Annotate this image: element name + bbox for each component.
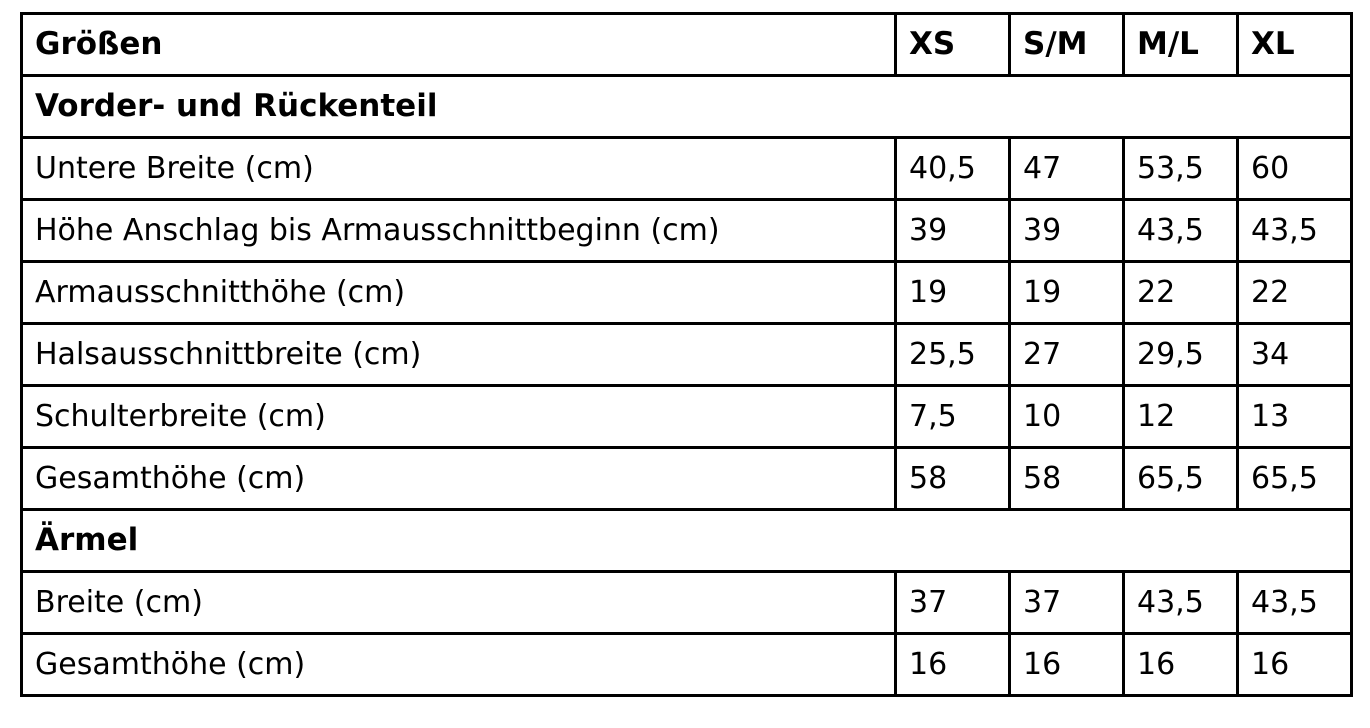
row-value-xl: 22	[1238, 262, 1352, 324]
table-row	[22, 448, 1352, 510]
row-value-xl: 43,5	[1238, 572, 1352, 634]
table-header-row	[22, 14, 1352, 76]
row-value-ml: 12	[1124, 386, 1238, 448]
row-value-xs: 7,5	[896, 386, 1010, 448]
row-value-xs: 40,5	[896, 138, 1010, 200]
row-value-xl: 60	[1238, 138, 1352, 200]
row-value-ml: 22	[1124, 262, 1238, 324]
row-value-sm: 27	[1010, 324, 1124, 386]
row-value-xs: 39	[896, 200, 1010, 262]
row-label: Untere Breite (cm)	[22, 138, 896, 200]
row-value-sm: 39	[1010, 200, 1124, 262]
row-value-ml: 29,5	[1124, 324, 1238, 386]
table-row	[22, 138, 1352, 200]
table-row	[22, 634, 1352, 696]
table-row	[22, 386, 1352, 448]
row-label: Gesamthöhe (cm)	[22, 634, 896, 696]
row-value-xs: 37	[896, 572, 1010, 634]
row-value-xs: 19	[896, 262, 1010, 324]
table-row	[22, 572, 1352, 634]
header-size-xs: XS	[896, 14, 1010, 76]
row-value-sm: 47	[1010, 138, 1124, 200]
header-size-ml: M/L	[1124, 14, 1238, 76]
table-row	[22, 200, 1352, 262]
row-value-ml: 53,5	[1124, 138, 1238, 200]
section-title-sleeve: Ärmel	[22, 510, 1352, 572]
row-label: Schulterbreite (cm)	[22, 386, 896, 448]
row-value-sm: 58	[1010, 448, 1124, 510]
row-label: Gesamthöhe (cm)	[22, 448, 896, 510]
row-value-ml: 43,5	[1124, 572, 1238, 634]
row-value-ml: 16	[1124, 634, 1238, 696]
row-value-ml: 43,5	[1124, 200, 1238, 262]
section-header-row	[22, 510, 1352, 572]
row-value-xl: 43,5	[1238, 200, 1352, 262]
table-row	[22, 324, 1352, 386]
header-label-cell: Größen	[22, 14, 896, 76]
section-title-body: Vorder- und Rückenteil	[22, 76, 1352, 138]
size-table	[20, 12, 1353, 697]
row-value-xs: 58	[896, 448, 1010, 510]
row-value-sm: 19	[1010, 262, 1124, 324]
row-value-xl: 13	[1238, 386, 1352, 448]
row-label: Breite (cm)	[22, 572, 896, 634]
row-value-sm: 16	[1010, 634, 1124, 696]
row-value-xs: 25,5	[896, 324, 1010, 386]
table-row	[22, 262, 1352, 324]
row-value-xl: 16	[1238, 634, 1352, 696]
header-size-sm: S/M	[1010, 14, 1124, 76]
row-label: Armausschnitthöhe (cm)	[22, 262, 896, 324]
row-label: Halsausschnittbreite (cm)	[22, 324, 896, 386]
row-value-xs: 16	[896, 634, 1010, 696]
row-value-sm: 37	[1010, 572, 1124, 634]
section-header-row	[22, 76, 1352, 138]
size-chart-sheet	[20, 12, 1350, 697]
row-value-xl: 34	[1238, 324, 1352, 386]
header-size-xl: XL	[1238, 14, 1352, 76]
row-value-ml: 65,5	[1124, 448, 1238, 510]
row-label: Höhe Anschlag bis Armausschnittbeginn (cm)	[22, 200, 896, 262]
row-value-sm: 10	[1010, 386, 1124, 448]
row-value-xl: 65,5	[1238, 448, 1352, 510]
